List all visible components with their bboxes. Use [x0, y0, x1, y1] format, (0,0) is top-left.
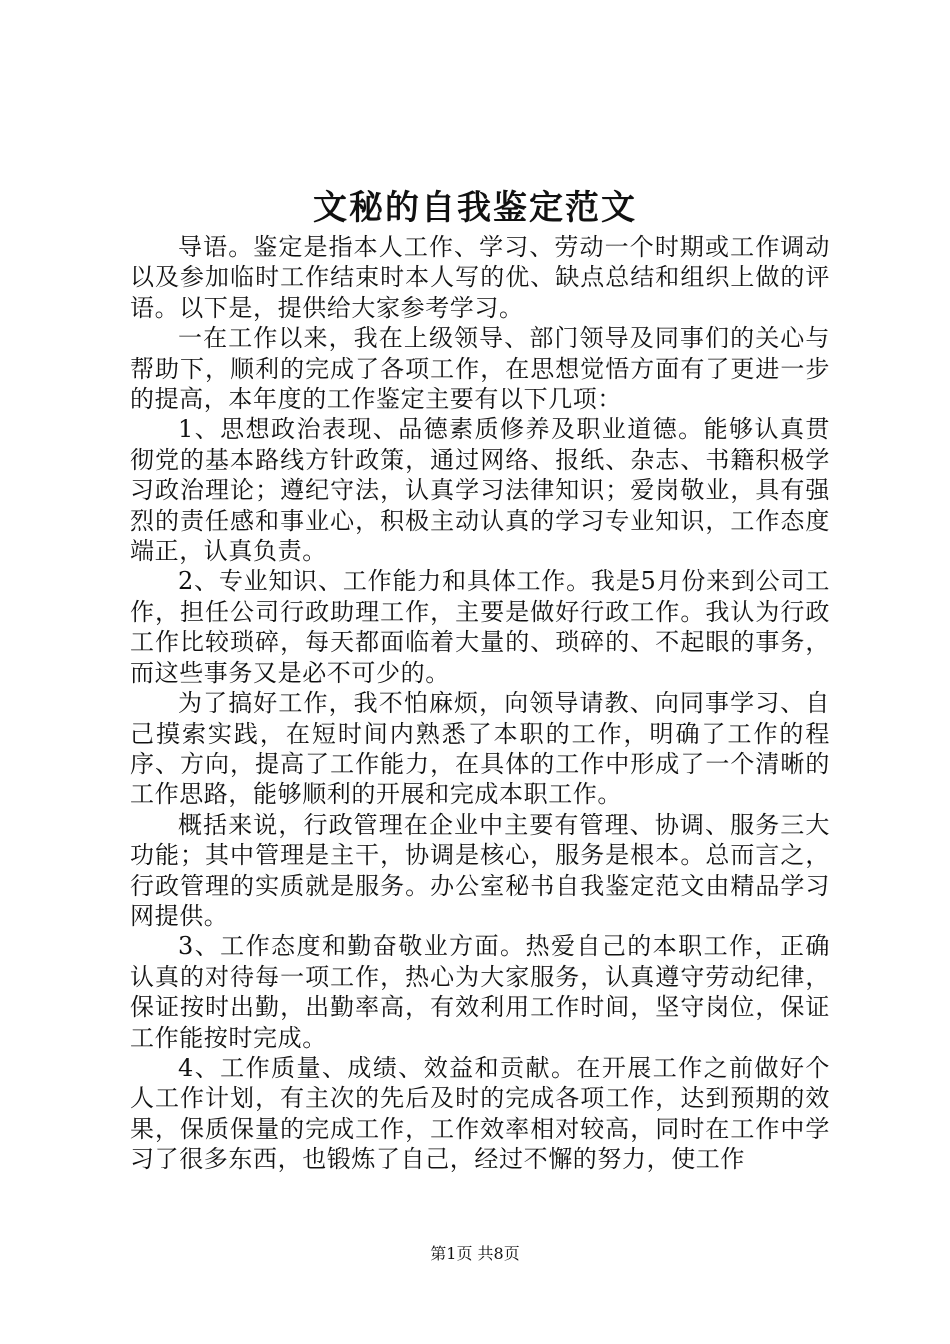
paragraph-intro: 导语。鉴定是指本人工作、学习、劳动一个时期或工作调动以及参加临时工作结束时本人写的优、缺点总结和组织上做的评语。以下是，提供给大家参考学习。 [130, 233, 830, 322]
paragraph-item-3: 3、工作态度和勤奋敬业方面。热爱自己的本职工作，正确认真的对待每一项工作，热心为大家服务，认真遵守劳动纪律，保证按时出勤，出勤率高，有效利用工作时间，坚守岗位，保证工作能按时完成。 [130, 932, 830, 1052]
paragraph-item-1: 1、思想政治表现、品德素质修养及职业道德。能够认真贯彻党的基本路线方针政策，通过网络、报纸、杂志、书籍积极学习政治理论；遵纪守法，认真学习法律知识；爱岗敬业，具有强烈的责任感和事业心，积极主动认真的学习专业知识，工作态度端正，认真负责。 [130, 415, 830, 566]
paragraph-summary: 概括来说，行政管理在企业中主要有管理、协调、服务三大功能；其中管理是主干，协调是核心，服务是根本。总而言之，行政管理的实质就是服务。办公室秘书自我鉴定范文由精品学习网提供。 [130, 810, 830, 930]
paragraph-item-2-detail: 为了搞好工作，我不怕麻烦，向领导请教、向同事学习、自己摸索实践，在短时间内熟悉了本职的工作，明确了工作的程序、方向，提高了工作能力，在具体的工作中形成了一个清晰的工作思路，能够顺利的开展和完成本职工作。 [130, 689, 830, 809]
page-footer: 第1页 共8页 [430, 1244, 520, 1263]
paragraph-opening: 一在工作以来，我在上级领导、部门领导及同事们的关心与帮助下，顺利的完成了各项工作，在思想觉悟方面有了更进一步的提高，本年度的工作鉴定主要有以下几项： [130, 324, 830, 414]
paragraph-item-2: 2、专业知识、工作能力和具体工作。我是5月份来到公司工作，担任公司行政助理工作，主要是做好行政工作。我认为行政工作比较琐碎，每天都面临着大量的、琐碎的、不起眼的事务，而这些事务又是必不可少的。 [130, 567, 830, 687]
document-title: 文秘的自我鉴定范文 [313, 188, 637, 228]
paragraph-item-4: 4、工作质量、成绩、效益和贡献。在开展工作之前做好个人工作计划，有主次的先后及时的完成各项工作，达到预期的效果，保质保量的完成工作，工作效率相对较高，同时在工作中学习了很多东西，也锻炼了自己，经过不懈的努力，使工作 [130, 1053, 830, 1174]
document-body [130, 232, 830, 1175]
